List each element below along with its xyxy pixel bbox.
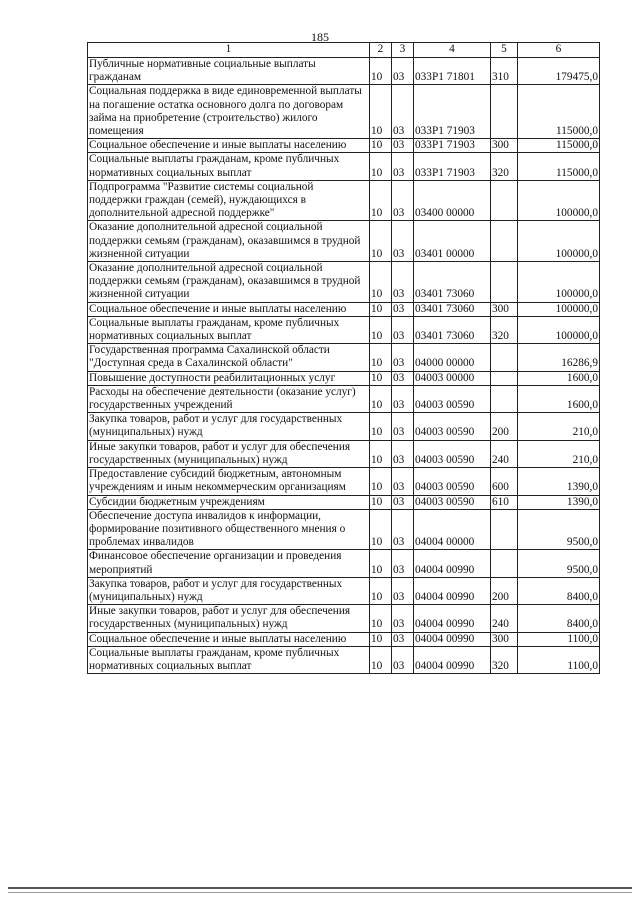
row-target-code-cell: 04004 00990 xyxy=(414,550,491,577)
row-target-code-cell: 033P1 71801 xyxy=(414,58,491,85)
row-name-cell: Закупка товаров, работ и услуг для государственных (муниципальных) нужд xyxy=(88,577,370,604)
row-section-cell: 10 xyxy=(370,153,392,180)
table-row xyxy=(88,153,600,180)
row-subsection-cell: 03 xyxy=(392,316,414,343)
bottom-rule xyxy=(8,887,632,889)
table-row xyxy=(88,139,600,153)
row-section-cell: 10 xyxy=(370,495,392,509)
table-row xyxy=(88,440,600,467)
row-section-cell: 10 xyxy=(370,509,392,550)
row-name-cell: Социальные выплаты гражданам, кроме публичных нормативных социальных выплат xyxy=(88,316,370,343)
row-subsection-cell: 03 xyxy=(392,495,414,509)
row-amount-cell: 1100,0 xyxy=(518,646,600,673)
row-expense-type-cell xyxy=(491,180,518,221)
table-row xyxy=(88,632,600,646)
row-section-cell: 10 xyxy=(370,468,392,495)
row-subsection-cell: 03 xyxy=(392,550,414,577)
row-name-cell: Социальное обеспечение и иные выплаты населению xyxy=(88,302,370,316)
col-header-target-code: 4 xyxy=(414,43,491,58)
row-target-code-cell: 03401 73060 xyxy=(414,262,491,303)
row-amount-cell: 100000,0 xyxy=(518,302,600,316)
row-expense-type-cell: 200 xyxy=(491,413,518,440)
row-subsection-cell: 03 xyxy=(392,509,414,550)
row-name-cell: Повышение доступности реабилитационных услуг xyxy=(88,371,370,385)
budget-table xyxy=(87,42,600,674)
bottom-rule-thin xyxy=(8,892,632,893)
row-expense-type-cell: 300 xyxy=(491,139,518,153)
row-subsection-cell: 03 xyxy=(392,262,414,303)
row-section-cell: 10 xyxy=(370,262,392,303)
row-subsection-cell: 03 xyxy=(392,605,414,632)
row-expense-type-cell: 610 xyxy=(491,495,518,509)
table-row xyxy=(88,221,600,262)
row-amount-cell: 100000,0 xyxy=(518,262,600,303)
table-row xyxy=(88,385,600,412)
row-amount-cell: 115000,0 xyxy=(518,139,600,153)
table-row xyxy=(88,302,600,316)
page-number: 185 xyxy=(311,30,329,44)
row-amount-cell: 210,0 xyxy=(518,440,600,467)
row-section-cell: 10 xyxy=(370,344,392,371)
row-target-code-cell: 04003 00000 xyxy=(414,371,491,385)
row-subsection-cell: 03 xyxy=(392,180,414,221)
row-section-cell: 10 xyxy=(370,605,392,632)
col-header-name: 1 xyxy=(88,43,370,58)
row-expense-type-cell: 320 xyxy=(491,646,518,673)
row-subsection-cell: 03 xyxy=(392,58,414,85)
row-expense-type-cell: 300 xyxy=(491,302,518,316)
row-name-cell: Социальное обеспечение и иные выплаты населению xyxy=(88,632,370,646)
row-amount-cell: 1100,0 xyxy=(518,632,600,646)
row-section-cell: 10 xyxy=(370,632,392,646)
table-row xyxy=(88,495,600,509)
row-expense-type-cell xyxy=(491,344,518,371)
row-amount-cell: 1600,0 xyxy=(518,371,600,385)
row-expense-type-cell xyxy=(491,385,518,412)
row-target-code-cell: 04000 00000 xyxy=(414,344,491,371)
row-target-code-cell: 033P1 71903 xyxy=(414,153,491,180)
row-expense-type-cell xyxy=(491,221,518,262)
row-name-cell: Публичные нормативные социальные выплаты гражданам xyxy=(88,58,370,85)
row-target-code-cell: 04003 00590 xyxy=(414,468,491,495)
row-name-cell: Финансовое обеспечение организации и проведения мероприятий xyxy=(88,550,370,577)
row-amount-cell: 9500,0 xyxy=(518,509,600,550)
row-expense-type-cell: 310 xyxy=(491,58,518,85)
row-subsection-cell: 03 xyxy=(392,344,414,371)
row-section-cell: 10 xyxy=(370,371,392,385)
table-row xyxy=(88,509,600,550)
row-expense-type-cell: 300 xyxy=(491,632,518,646)
row-target-code-cell: 03401 00000 xyxy=(414,221,491,262)
header-row xyxy=(88,43,600,58)
row-section-cell: 10 xyxy=(370,180,392,221)
table-row xyxy=(88,316,600,343)
table-row xyxy=(88,85,600,139)
row-subsection-cell: 03 xyxy=(392,85,414,139)
row-amount-cell: 100000,0 xyxy=(518,180,600,221)
row-amount-cell: 16286,9 xyxy=(518,344,600,371)
table-row xyxy=(88,371,600,385)
row-amount-cell: 8400,0 xyxy=(518,605,600,632)
table-row xyxy=(88,262,600,303)
row-amount-cell: 1600,0 xyxy=(518,385,600,412)
row-expense-type-cell: 200 xyxy=(491,577,518,604)
row-expense-type-cell xyxy=(491,85,518,139)
row-subsection-cell: 03 xyxy=(392,440,414,467)
row-target-code-cell: 033P1 71903 xyxy=(414,85,491,139)
row-section-cell: 10 xyxy=(370,58,392,85)
row-amount-cell: 115000,0 xyxy=(518,153,600,180)
row-target-code-cell: 03401 73060 xyxy=(414,302,491,316)
row-amount-cell: 1390,0 xyxy=(518,495,600,509)
row-amount-cell: 1390,0 xyxy=(518,468,600,495)
row-subsection-cell: 03 xyxy=(392,577,414,604)
row-name-cell: Иные закупки товаров, работ и услуг для обеспечения государственных (муниципальных) нужд xyxy=(88,440,370,467)
col-header-amount: 6 xyxy=(518,43,600,58)
row-subsection-cell: 03 xyxy=(392,153,414,180)
row-section-cell: 10 xyxy=(370,577,392,604)
row-target-code-cell: 04004 00990 xyxy=(414,646,491,673)
row-amount-cell: 210,0 xyxy=(518,413,600,440)
row-amount-cell: 100000,0 xyxy=(518,221,600,262)
row-expense-type-cell: 240 xyxy=(491,605,518,632)
row-target-code-cell: 04004 00000 xyxy=(414,509,491,550)
row-subsection-cell: 03 xyxy=(392,139,414,153)
row-subsection-cell: 03 xyxy=(392,371,414,385)
row-name-cell: Социальные выплаты гражданам, кроме публичных нормативных социальных выплат xyxy=(88,153,370,180)
row-section-cell: 10 xyxy=(370,316,392,343)
row-section-cell: 10 xyxy=(370,550,392,577)
table-row xyxy=(88,605,600,632)
row-section-cell: 10 xyxy=(370,302,392,316)
row-name-cell: Социальные выплаты гражданам, кроме публичных нормативных социальных выплат xyxy=(88,646,370,673)
row-subsection-cell: 03 xyxy=(392,385,414,412)
row-name-cell: Закупка товаров, работ и услуг для государственных (муниципальных) нужд xyxy=(88,413,370,440)
row-expense-type-cell: 600 xyxy=(491,468,518,495)
row-section-cell: 10 xyxy=(370,221,392,262)
row-name-cell: Социальная поддержка в виде единовременной выплаты на погашение остатка основного долга по договорам займа на приобретение (строительство) жилого помещения xyxy=(88,85,370,139)
row-expense-type-cell xyxy=(491,262,518,303)
row-section-cell: 10 xyxy=(370,385,392,412)
row-name-cell: Государственная программа Сахалинской области "Доступная среда в Сахалинской области" xyxy=(88,344,370,371)
row-expense-type-cell xyxy=(491,371,518,385)
row-target-code-cell: 04003 00590 xyxy=(414,440,491,467)
row-target-code-cell: 03401 73060 xyxy=(414,316,491,343)
col-header-section: 2 xyxy=(370,43,392,58)
table-row xyxy=(88,344,600,371)
row-target-code-cell: 04004 00990 xyxy=(414,577,491,604)
row-section-cell: 10 xyxy=(370,440,392,467)
table-row xyxy=(88,577,600,604)
table-row xyxy=(88,468,600,495)
row-name-cell: Предоставление субсидий бюджетным, автономным учреждениям и иным некоммерческим организациям xyxy=(88,468,370,495)
row-amount-cell: 100000,0 xyxy=(518,316,600,343)
col-header-subsection: 3 xyxy=(392,43,414,58)
table-row xyxy=(88,550,600,577)
row-target-code-cell: 04003 00590 xyxy=(414,385,491,412)
col-header-expense-type: 5 xyxy=(491,43,518,58)
row-subsection-cell: 03 xyxy=(392,413,414,440)
row-target-code-cell: 04004 00990 xyxy=(414,632,491,646)
row-target-code-cell: 04003 00590 xyxy=(414,495,491,509)
row-subsection-cell: 03 xyxy=(392,302,414,316)
table-row xyxy=(88,646,600,673)
row-amount-cell: 9500,0 xyxy=(518,550,600,577)
row-target-code-cell: 033P1 71903 xyxy=(414,139,491,153)
row-expense-type-cell: 320 xyxy=(491,316,518,343)
table-row xyxy=(88,58,600,85)
row-target-code-cell: 03400 00000 xyxy=(414,180,491,221)
row-expense-type-cell xyxy=(491,509,518,550)
row-expense-type-cell: 320 xyxy=(491,153,518,180)
row-name-cell: Субсидии бюджетным учреждениям xyxy=(88,495,370,509)
row-amount-cell: 115000,0 xyxy=(518,85,600,139)
row-name-cell: Подпрограмма "Развитие системы социальной поддержки граждан (семей), нуждающихся в дополнительной адресной поддержке" xyxy=(88,180,370,221)
row-name-cell: Оказание дополнительной адресной социальной поддержки семьям (гражданам), оказавшимся в трудной жизненной ситуации xyxy=(88,221,370,262)
row-section-cell: 10 xyxy=(370,413,392,440)
row-name-cell: Оказание дополнительной адресной социальной поддержки семьям (гражданам), оказавшимся в трудной жизненной ситуации xyxy=(88,262,370,303)
row-target-code-cell: 04003 00590 xyxy=(414,413,491,440)
row-name-cell: Расходы на обеспечение деятельности (оказание услуг) государственных учреждений xyxy=(88,385,370,412)
table-row xyxy=(88,180,600,221)
row-subsection-cell: 03 xyxy=(392,221,414,262)
row-amount-cell: 179475,0 xyxy=(518,58,600,85)
row-name-cell: Обеспечение доступа инвалидов к информации, формирование позитивного общественного мнения о проблемах инвалидов xyxy=(88,509,370,550)
table-row xyxy=(88,413,600,440)
row-expense-type-cell: 240 xyxy=(491,440,518,467)
row-target-code-cell: 04004 00990 xyxy=(414,605,491,632)
row-section-cell: 10 xyxy=(370,646,392,673)
row-subsection-cell: 03 xyxy=(392,646,414,673)
row-expense-type-cell xyxy=(491,550,518,577)
row-name-cell: Иные закупки товаров, работ и услуг для обеспечения государственных (муниципальных) нужд xyxy=(88,605,370,632)
row-name-cell: Социальное обеспечение и иные выплаты населению xyxy=(88,139,370,153)
row-subsection-cell: 03 xyxy=(392,632,414,646)
row-amount-cell: 8400,0 xyxy=(518,577,600,604)
row-subsection-cell: 03 xyxy=(392,468,414,495)
row-section-cell: 10 xyxy=(370,85,392,139)
row-section-cell: 10 xyxy=(370,139,392,153)
